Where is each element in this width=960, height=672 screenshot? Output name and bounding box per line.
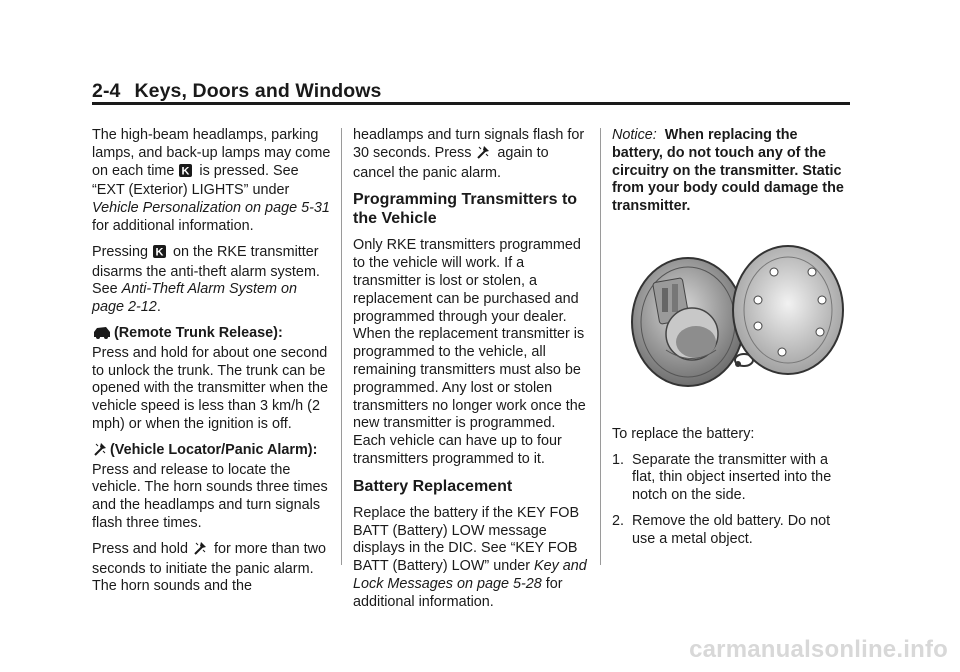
feature-heading: (Remote Trunk Release): — [114, 324, 283, 341]
trunk-icon — [93, 325, 111, 345]
steps-list — [612, 452, 852, 549]
horn-panic-icon — [93, 442, 107, 462]
paragraph — [353, 505, 591, 612]
cross-reference-link[interactable]: Key and Lock Messages on page 5-28 — [353, 558, 587, 592]
text: Pressing — [92, 243, 152, 260]
section-heading: Battery Replacement — [353, 477, 513, 495]
text: on the RKE transmitter disarms the anti-theft alarm system. See — [92, 243, 320, 298]
lock-icon — [179, 164, 192, 183]
svg-text:K: K — [181, 165, 190, 177]
text: Press and release to locate the vehicle. The horn sounds three times and the headlamps and turn signals flash three times. — [92, 461, 328, 531]
column-1 — [92, 127, 332, 604]
lock-icon — [153, 245, 166, 264]
horn-panic-icon — [193, 541, 207, 561]
notice-text: When replacing the battery, do not touch any of the circuitry on the transmitter. Static from your body could damage the transmitter. — [612, 127, 844, 215]
text: for additional information. — [92, 217, 254, 234]
paragraph — [92, 541, 332, 596]
svg-text:K: K — [155, 246, 164, 258]
text: headlamps and turn signals flash for 30 seconds. Press — [353, 127, 585, 161]
list-item — [612, 452, 852, 505]
notice — [612, 127, 852, 216]
text: for more than two seconds to initiate the panic alarm. The horn sounds and the — [92, 540, 326, 595]
column-2 — [353, 127, 591, 620]
text: The high-beam headlamps, parking lamps, and back-up lamps may come on each time — [92, 127, 331, 179]
cross-reference-link[interactable]: Vehicle Personalization on page 5-31 — [92, 200, 330, 217]
paragraph — [92, 244, 332, 317]
feature-heading: (Vehicle Locator/Panic Alarm): — [110, 441, 318, 458]
column-divider — [600, 128, 601, 565]
text: Replace the battery if the KEY FOB BATT (Battery) LOW message displays in the DIC. See “KEY FOB BATT (Battery) LOW” under — [353, 504, 580, 575]
column-divider — [341, 128, 342, 565]
step-text: Remove the old battery. Do not use a metal object. — [632, 512, 831, 547]
steps-intro: To replace the battery: — [612, 425, 755, 442]
step-text: Separate the transmitter with a flat, thin object inserted into the notch on the side. — [632, 451, 832, 504]
text: again to cancel the panic alarm. — [353, 144, 549, 181]
horn-panic-icon — [476, 145, 490, 165]
page-number: 2-4 — [92, 80, 121, 102]
watermark: carmanualsonline.info — [689, 636, 948, 663]
text: . — [156, 299, 161, 316]
text: is pressed. See “EXT (Exterior) LIGHTS” under — [92, 162, 299, 199]
list-item — [612, 513, 852, 549]
text: Press and hold — [92, 540, 192, 557]
paragraph: Only RKE transmitters programmed to the vehicle will work. If a transmitter is lost or stolen, a replacement can be purchased and programmed through your dealer. When the replacement transmitter is programmed to the vehicle, all remaining transmitters must also be programmed. Any lost or stolen transmitters no longer work once the new transmitter is programmed. Each vehicle can have up to four transmitters programmed to it. — [353, 237, 586, 467]
paragraph — [92, 127, 332, 236]
text: Press and hold for about one second to unlock the trunk. The trunk can be opened with the transmitter when the vehicle speed is less than 3 km/h (2 mph) or when the ignition is off. — [92, 344, 328, 432]
header-rule — [92, 102, 850, 105]
paragraph — [92, 442, 332, 533]
paragraph — [92, 325, 332, 434]
step-number: 2. — [612, 512, 625, 529]
step-number: 1. — [612, 451, 625, 468]
paragraph — [353, 127, 591, 182]
column-3 — [612, 127, 852, 557]
cross-reference-link[interactable]: Anti-Theft Alarm System on page 2-12 — [92, 281, 298, 316]
key-fob-illustration — [626, 242, 852, 396]
notice-label: Notice: — [612, 127, 657, 143]
section-heading: Programming Transmitters to the Vehicle — [353, 191, 578, 228]
text: for additional information. — [353, 575, 563, 610]
page-header — [92, 80, 381, 103]
page-title: Keys, Doors and Windows — [134, 80, 382, 102]
